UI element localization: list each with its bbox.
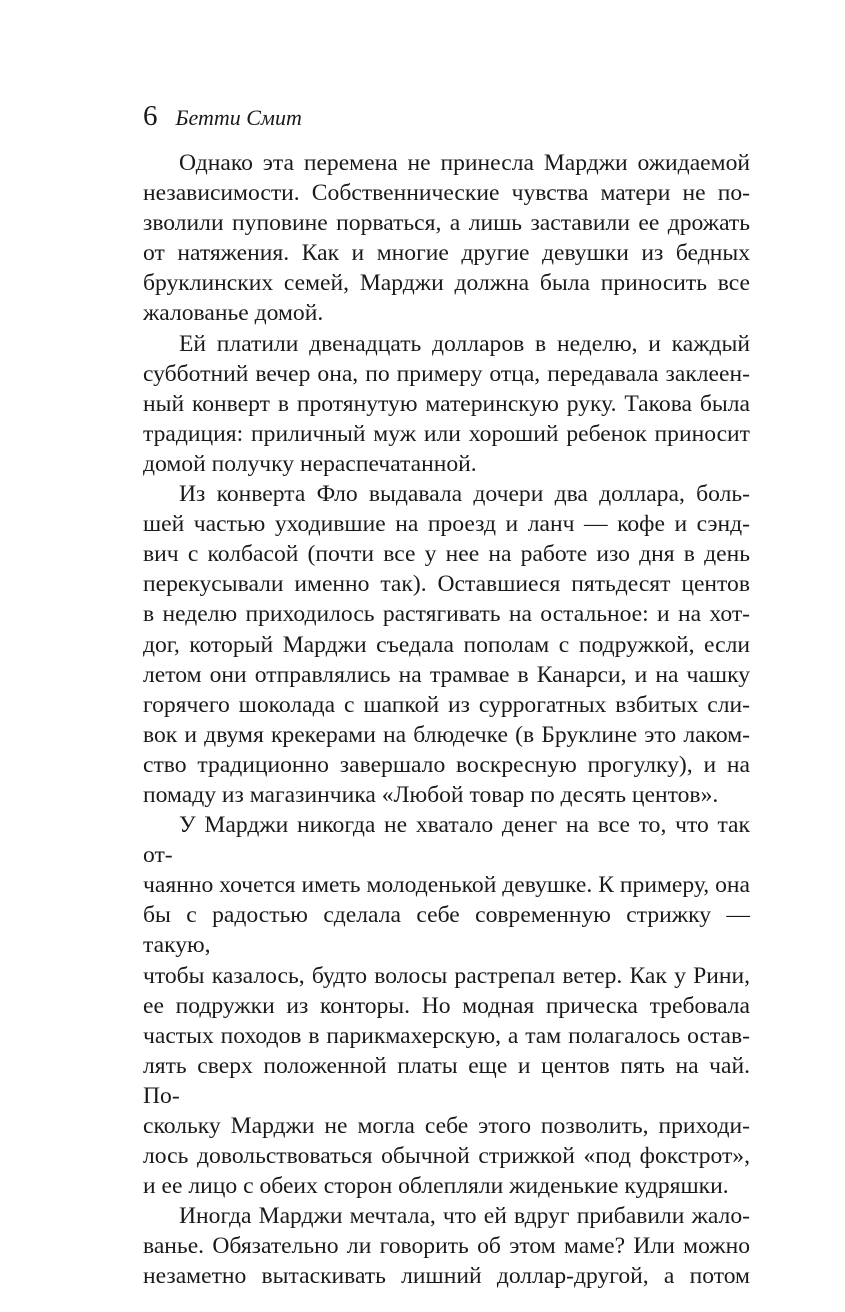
text-line: дог, который Марджи съедала пополам с подружкой, если: [143, 631, 750, 658]
text-line: лять сверх положенной платы еще и центов пять на чай. По-: [143, 1052, 750, 1109]
text-line: чтобы казалось, будто волосы растрепал ветер. Как у Рини,: [143, 962, 750, 989]
text-line: традиция: приличный муж или хороший ребенок приносит: [143, 420, 750, 447]
text-line: бы с радостью сделала себе современную стрижку — такую,: [143, 902, 750, 959]
text-line: летом они отправлялись на трамвае в Канарси, и на чашку: [143, 661, 750, 688]
text-line: У Марджи никогда не хватало денег на все то, что так от-: [143, 812, 750, 869]
paragraph: [143, 479, 750, 810]
text-line: горячего шоколада с шапкой из суррогатных взбитых сли-: [143, 691, 750, 718]
page-header: [143, 96, 750, 136]
text-line: шей частью уходившие на проезд и ланч — кофе и сэнд-: [143, 511, 750, 538]
body-text: [143, 148, 750, 1292]
text-line: ный конверт в протянутую материнскую руку. Такова была: [143, 390, 750, 417]
text-line: в неделю приходилось растягивать на остальное: и на хот-: [143, 601, 750, 628]
text-line: Ей платили двенадцать долларов в неделю, и каждый: [179, 330, 750, 357]
text-line: жалованье домой.: [143, 300, 324, 327]
text-line: вич с колбасой (почти все у нее на работе изо дня в день: [143, 541, 750, 568]
paragraph: [143, 148, 750, 329]
text-line: помаду из магазинчика «Любой товар по десять центов».: [143, 781, 719, 808]
text-line: лось довольствоваться обычной стрижкой «под фокстрот»,: [143, 1143, 750, 1170]
text-line: ство традиционно завершало воскресную прогулку), и на: [143, 751, 750, 778]
text-line: ванье. Обязательно ли говорить об этом маме? Или можно: [143, 1233, 750, 1260]
text-line: и ее лицо с обеих сторон облепляли жиденькие кудряшки.: [143, 1173, 729, 1200]
text-line: частых походов в парикмахерскую, а там полагалось остав-: [143, 1022, 750, 1049]
text-line: скольку Марджи не могла себе этого позволить, приходи-: [143, 1113, 750, 1139]
text-line: чаянно хочется иметь молоденькой девушке. К примеру, она: [143, 872, 750, 899]
text-line: Из конверта Фло выдавала дочери два доллара, боль-: [179, 481, 750, 508]
paragraph: [143, 810, 750, 1201]
text-line: вок и двумя крекерами на блюдечке (в Бруклине это лаком-: [143, 721, 750, 748]
book-page: [143, 96, 750, 1292]
text-line: перекусывали именно так). Оставшиеся пятьдесят центов: [143, 571, 750, 598]
text-line: бруклинских семей, Марджи должна была приносить все: [143, 270, 750, 297]
text-line: ее подружки из конторы. Но модная прическа требовала: [143, 992, 750, 1019]
text-line: зволили пуповине порваться, а лишь заставили ее дрожать: [143, 210, 750, 237]
running-title: Бетти Смит: [175, 105, 302, 130]
text-line: субботний вечер она, по примеру отца, передавала заклеен-: [143, 360, 750, 387]
text-line: домой получку нераспечатанной.: [143, 450, 477, 477]
paragraph: [143, 1201, 750, 1291]
text-line: Однако эта перемена не принесла Марджи ожидаемой: [179, 150, 750, 176]
page-number: 6: [143, 100, 158, 132]
text-line: от натяжения. Как и многие другие девушки из бедных: [143, 240, 750, 267]
text-line: Иногда Марджи мечтала, что ей вдруг прибавили жало-: [179, 1203, 750, 1230]
text-line: незаметно вытаскивать лишний доллар-другой, а потом: [143, 1263, 750, 1290]
paragraph: [143, 329, 750, 479]
text-line: независимости. Собственнические чувства матери не по-: [143, 180, 750, 207]
